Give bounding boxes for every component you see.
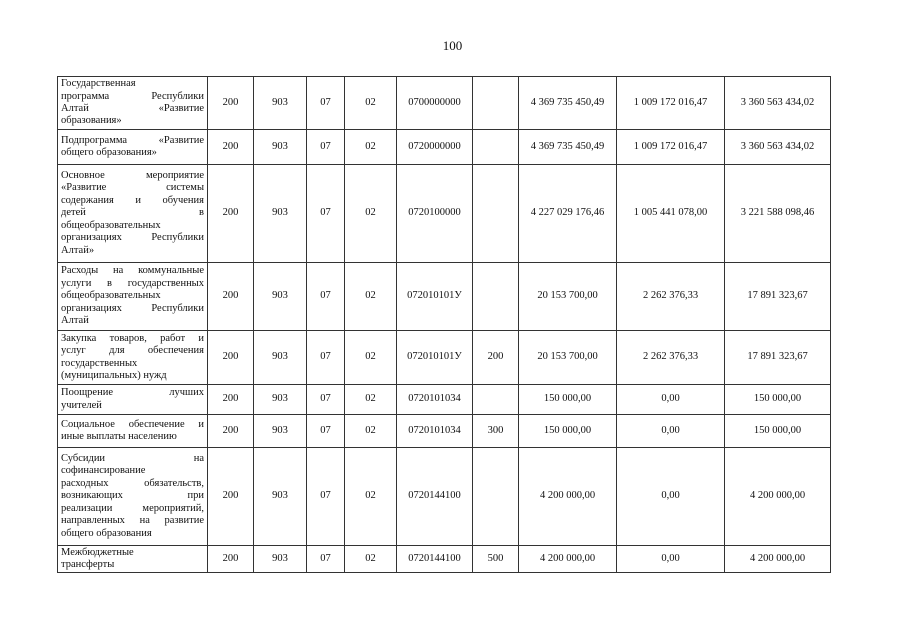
table-row xyxy=(58,331,831,385)
column-section: 07 xyxy=(307,448,345,546)
expense-name-line: Закупка товаров, работ и xyxy=(61,332,204,344)
column-subsection: 02 xyxy=(345,165,397,263)
expense-name-line: Алтай» xyxy=(61,244,95,256)
column-executed-amount: 0,00 xyxy=(617,415,725,448)
column-section: 07 xyxy=(307,385,345,415)
table-row xyxy=(58,415,831,448)
column-target-article: 0700000000 xyxy=(397,77,473,130)
column-subsection: 02 xyxy=(345,546,397,573)
column-plan-amount: 4 369 735 450,49 xyxy=(519,77,617,130)
column-ministry: 903 xyxy=(254,331,307,385)
column-section: 07 xyxy=(307,77,345,130)
column-remaining-amount: 150 000,00 xyxy=(725,385,831,415)
column-ministry: 903 xyxy=(254,546,307,573)
column-plan-amount: 4 369 735 450,49 xyxy=(519,130,617,165)
column-ministry: 903 xyxy=(254,448,307,546)
column-code: 200 xyxy=(208,448,254,546)
column-executed-amount: 0,00 xyxy=(617,448,725,546)
expense-name-line: «Развитие системы xyxy=(61,182,204,194)
column-expense-type xyxy=(473,448,519,546)
cell-expense-name xyxy=(58,130,208,165)
expense-name-line: софинансирование xyxy=(61,465,146,477)
cell-expense-name xyxy=(58,415,208,448)
column-target-article: 072010101У xyxy=(397,263,473,331)
column-remaining-amount: 17 891 323,67 xyxy=(725,263,831,331)
table-row xyxy=(58,165,831,263)
column-executed-amount: 0,00 xyxy=(617,385,725,415)
column-plan-amount: 4 227 029 176,46 xyxy=(519,165,617,263)
column-code: 200 xyxy=(208,130,254,165)
column-plan-amount: 20 153 700,00 xyxy=(519,263,617,331)
cell-expense-name xyxy=(58,448,208,546)
cell-expense-name xyxy=(58,546,208,573)
column-code: 200 xyxy=(208,331,254,385)
expense-name-line: (муниципальных) нужд xyxy=(61,369,167,381)
column-target-article: 072010101У xyxy=(397,331,473,385)
column-ministry: 903 xyxy=(254,415,307,448)
column-executed-amount: 2 262 376,33 xyxy=(617,331,725,385)
column-plan-amount: 150 000,00 xyxy=(519,385,617,415)
column-target-article: 0720101034 xyxy=(397,415,473,448)
column-subsection: 02 xyxy=(345,77,397,130)
expense-name-line: Государственная xyxy=(61,78,136,90)
column-plan-amount: 20 153 700,00 xyxy=(519,331,617,385)
column-remaining-amount: 3 360 563 434,02 xyxy=(725,130,831,165)
table-row xyxy=(58,130,831,165)
column-target-article: 0720144100 xyxy=(397,546,473,573)
column-executed-amount: 1 009 172 016,47 xyxy=(617,77,725,130)
expense-name-line: Алтай «Развитие xyxy=(61,103,204,114)
column-subsection: 02 xyxy=(345,448,397,546)
column-expense-type: 300 xyxy=(473,415,519,448)
column-subsection: 02 xyxy=(345,130,397,165)
cell-expense-name xyxy=(58,385,208,415)
expense-name-line: Подпрограмма «Развитие xyxy=(61,134,204,146)
column-executed-amount: 0,00 xyxy=(617,546,725,573)
column-subsection: 02 xyxy=(345,331,397,385)
column-expense-type: 500 xyxy=(473,546,519,573)
column-target-article: 0720144100 xyxy=(397,448,473,546)
column-ministry: 903 xyxy=(254,130,307,165)
column-expense-type xyxy=(473,263,519,331)
column-subsection: 02 xyxy=(345,385,397,415)
expense-name-line: расходных обязательств, xyxy=(61,477,204,489)
column-remaining-amount: 4 200 000,00 xyxy=(725,546,831,573)
column-expense-type xyxy=(473,130,519,165)
column-section: 07 xyxy=(307,263,345,331)
table-row xyxy=(58,385,831,415)
budget-table-body xyxy=(58,77,831,573)
column-executed-amount: 2 262 376,33 xyxy=(617,263,725,331)
expense-name-line: государственных xyxy=(61,357,138,369)
expense-name-line: учителей xyxy=(61,399,102,411)
column-section: 07 xyxy=(307,546,345,573)
expense-name-line: общеобразовательных xyxy=(61,219,161,231)
column-code: 200 xyxy=(208,77,254,130)
column-ministry: 903 xyxy=(254,263,307,331)
expense-name-line: Основное мероприятие xyxy=(61,170,204,182)
expense-name-line: Расходы на коммунальные xyxy=(61,265,204,277)
column-plan-amount: 4 200 000,00 xyxy=(519,448,617,546)
column-target-article: 0720000000 xyxy=(397,130,473,165)
column-executed-amount: 1 005 441 078,00 xyxy=(617,165,725,263)
column-plan-amount: 150 000,00 xyxy=(519,415,617,448)
table-row xyxy=(58,546,831,573)
column-section: 07 xyxy=(307,130,345,165)
cell-expense-name xyxy=(58,331,208,385)
column-subsection: 02 xyxy=(345,415,397,448)
expense-name-line: Субсидии на xyxy=(61,453,204,465)
table-row xyxy=(58,77,831,130)
column-expense-type: 200 xyxy=(473,331,519,385)
column-ministry: 903 xyxy=(254,385,307,415)
page-number: 100 xyxy=(442,38,463,53)
column-code: 200 xyxy=(208,263,254,331)
column-code: 200 xyxy=(208,165,254,263)
column-code: 200 xyxy=(208,385,254,415)
expense-name-line: Алтай xyxy=(61,315,89,327)
column-subsection: 02 xyxy=(345,263,397,331)
expense-name-line: Поощрение лучших xyxy=(61,387,204,399)
cell-expense-name xyxy=(58,263,208,331)
column-section: 07 xyxy=(307,415,345,448)
expense-name-line: трансферты xyxy=(61,559,115,570)
column-code: 200 xyxy=(208,415,254,448)
expense-name-line: услуги в государственных xyxy=(61,277,204,289)
cell-expense-name xyxy=(58,77,208,130)
expense-name-line: направленных на развитие xyxy=(61,515,204,527)
expense-name-line: организациях Республики xyxy=(61,302,204,314)
column-remaining-amount: 17 891 323,67 xyxy=(725,331,831,385)
column-remaining-amount: 4 200 000,00 xyxy=(725,448,831,546)
expense-name-line: реализации мероприятий, xyxy=(61,502,204,514)
column-expense-type xyxy=(473,385,519,415)
expense-name-line: детей в xyxy=(61,207,204,219)
budget-table xyxy=(57,76,831,573)
column-section: 07 xyxy=(307,165,345,263)
expense-name-line: организациях Республики xyxy=(61,232,204,244)
column-ministry: 903 xyxy=(254,77,307,130)
expense-name-line: образования» xyxy=(61,115,122,127)
column-plan-amount: 4 200 000,00 xyxy=(519,546,617,573)
column-target-article: 0720100000 xyxy=(397,165,473,263)
column-ministry: 903 xyxy=(254,165,307,263)
expense-name-line: содержания и обучения xyxy=(61,194,204,206)
column-remaining-amount: 150 000,00 xyxy=(725,415,831,448)
expense-name-line: общеобразовательных xyxy=(61,290,161,302)
expense-name-line: программа Республики xyxy=(61,90,204,102)
column-remaining-amount: 3 221 588 098,46 xyxy=(725,165,831,263)
expense-name-line: возникающих при xyxy=(61,490,204,502)
table-row xyxy=(58,448,831,546)
expense-name-line: Межбюджетные xyxy=(61,546,134,558)
expense-name-line: общего образования» xyxy=(61,147,157,158)
table-row xyxy=(58,263,831,331)
expense-name-line: общего образования xyxy=(61,527,152,539)
column-executed-amount: 1 009 172 016,47 xyxy=(617,130,725,165)
expense-name-line: Социальное обеспечение и xyxy=(61,418,204,430)
expense-name-line: иные выплаты населению xyxy=(61,431,177,442)
column-target-article: 0720101034 xyxy=(397,385,473,415)
column-remaining-amount: 3 360 563 434,02 xyxy=(725,77,831,130)
column-code: 200 xyxy=(208,546,254,573)
expense-name-line: услуг для обеспечения xyxy=(61,345,204,357)
column-expense-type xyxy=(473,77,519,130)
column-expense-type xyxy=(473,165,519,263)
cell-expense-name xyxy=(58,165,208,263)
column-section: 07 xyxy=(307,331,345,385)
